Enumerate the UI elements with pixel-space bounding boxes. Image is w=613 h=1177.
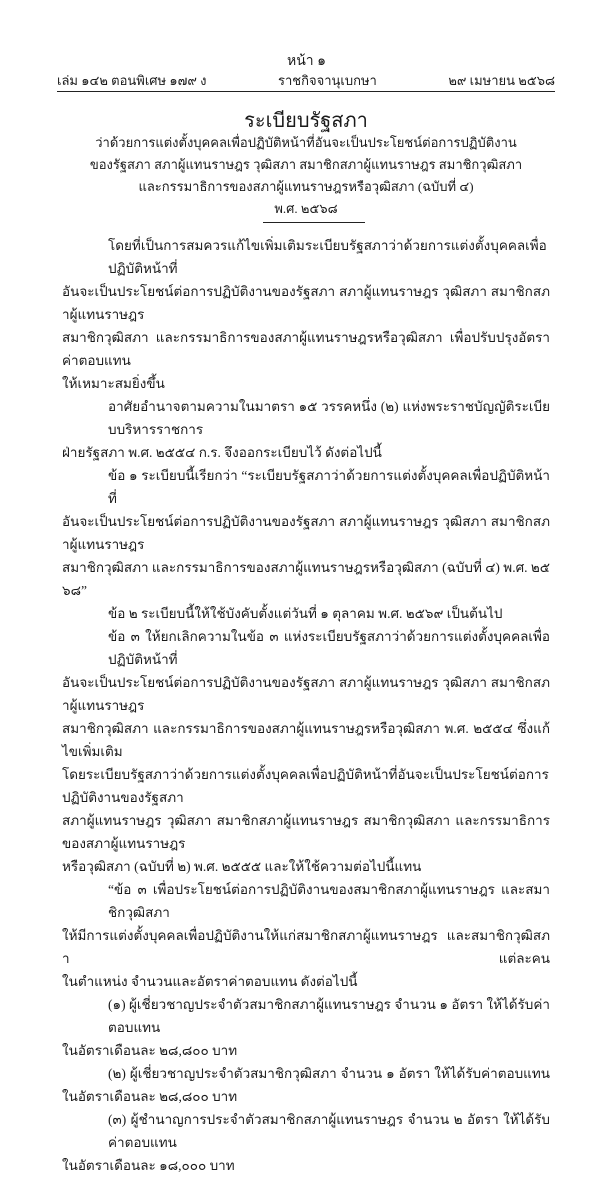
paragraph-line: สมาชิกวุฒิสภา และกรรมาธิการของสภาผู้แทนราษฎรหรือวุฒิสภา (ฉบับที่ ๔) พ.ศ. ๒๕๖๘”: [62, 560, 551, 598]
paragraph-line: ข้อ ๒ ระเบียบนี้ให้ใช้บังคับตั้งแต่วันที่ ๑ ตุลาคม พ.ศ. ๒๕๖๙ เป็นต้นไป: [108, 606, 503, 621]
paragraph-line: ข้อ ๓ ให้ยกเลิกความในข้อ ๓ แห่งระเบียบรัฐสภาว่าด้วยการแต่งตั้งบุคคลเพื่อปฏิบัติหน้าที่: [108, 629, 550, 667]
paragraph-line: หรือวุฒิสภา (ฉบับที่ ๒) พ.ศ. ๒๕๕๕ และให้ใช้ความต่อไปนี้แทน: [62, 859, 422, 874]
paragraph-line: อาศัยอำนาจตามความในมาตรา ๑๕ วรรคหนึ่ง (๒) แห่งพระราชบัญญัติระเบียบบริหารราชการ: [108, 399, 550, 437]
paragraph-line: ในอัตราเดือนละ ๒๘,๘๐๐ บาท: [62, 1089, 238, 1104]
paragraph-line: อันจะเป็นประโยชน์ต่อการปฏิบัติงานของรัฐสภา สภาผู้แทนราษฎร วุฒิสภา สมาชิกสภาผู้แทนราษฎร: [62, 284, 550, 322]
paragraph-line: อันจะเป็นประโยชน์ต่อการปฏิบัติงานของรัฐสภา สภาผู้แทนราษฎร วุฒิสภา สมาชิกสภาผู้แทนราษฎร: [62, 514, 550, 552]
paragraph-line: โดยที่เป็นการสมควรแก้ไขเพิ่มเติมระเบียบรัฐสภาว่าด้วยการแต่งตั้งบุคคลเพื่อปฏิบัติหน้าที่: [108, 238, 547, 276]
paragraph-line: สมาชิกวุฒิสภา และกรรมาธิการของสภาผู้แทนราษฎรหรือวุฒิสภา พ.ศ. ๒๕๕๔ ซึ่งแก้ไขเพิ่มเติม: [62, 721, 550, 759]
paragraph-line: ในอัตราเดือนละ ๒๘,๘๐๐ บาท: [62, 1043, 238, 1058]
paragraph-line: ให้เหมาะสมยิ่งขึ้น: [62, 376, 165, 391]
paragraph-line: (๒) ผู้เชี่ยวชาญประจำตัวสมาชิกวุฒิสภา จำนวน ๑ อัตรา ให้ได้รับค่าตอบแทน: [108, 1066, 550, 1081]
volume-issue: เล่ม ๑๔๒ ตอนพิเศษ ๑๗๙ ง: [57, 73, 207, 88]
title-divider: [263, 222, 365, 223]
header-divider: [57, 91, 555, 92]
page-number: หน้า ๑: [286, 54, 327, 69]
gazette-header: [57, 70, 555, 91]
document-body: [62, 234, 550, 1177]
paragraph-line: สมาชิกวุฒิสภา และกรรมาธิการของสภาผู้แทนราษฎรหรือวุฒิสภา เพื่อปรับปรุงอัตราค่าตอบแทน: [62, 330, 550, 368]
paragraph-line: ในตำแหน่ง จำนวนและอัตราค่าตอบแทน ดังต่อไปนี้: [62, 974, 358, 989]
subtitle-line: และกรรมาธิการของสภาผู้แทนราษฎรหรือวุฒิสภา (ฉบับที่ ๔): [138, 179, 474, 194]
subtitle-line: ว่าด้วยการแต่งตั้งบุคคลเพื่อปฏิบัติหน้าที่อันจะเป็นประโยชน์ต่อการปฏิบัติงาน: [95, 135, 517, 150]
paragraph-line: โดยระเบียบรัฐสภาว่าด้วยการแต่งตั้งบุคคลเพื่อปฏิบัติหน้าที่อันจะเป็นประโยชน์ต่อการปฏิบัติงานของรัฐสภา: [62, 767, 549, 805]
publish-date: ๒๙ เมษายน ๒๕๖๘: [448, 73, 555, 88]
paragraph-line: อันจะเป็นประโยชน์ต่อการปฏิบัติงานของรัฐสภา สภาผู้แทนราษฎร วุฒิสภา สมาชิกสภาผู้แทนราษฎร: [62, 675, 550, 713]
paragraph-line: “ข้อ ๓ เพื่อประโยชน์ต่อการปฏิบัติงานของสมาชิกสภาผู้แทนราษฎร และสมาชิกวุฒิสภา: [108, 882, 550, 920]
paragraph-line: ให้มีการแต่งตั้งบุคคลเพื่อปฏิบัติงานให้แก่สมาชิกสภาผู้แทนราษฎร และสมาชิกวุฒิสภา แต่ละคน: [62, 928, 550, 966]
document-title: ระเบียบรัฐสภา: [244, 110, 368, 132]
subtitle-year: พ.ศ. ๒๕๖๘: [274, 201, 338, 216]
subtitle-line: ของรัฐสภา สภาผู้แทนราษฎร วุฒิสภา สมาชิกสภาผู้แทนราษฎร สมาชิกวุฒิสภา: [89, 157, 523, 172]
paragraph-line: ฝ่ายรัฐสภา พ.ศ. ๒๕๕๔ ก.ร. จึงออกระเบียบไว้ ดังต่อไปนี้: [62, 445, 382, 460]
paragraph-line: (๓) ผู้ชำนาญการประจำตัวสมาชิกสภาผู้แทนราษฎร จำนวน ๒ อัตรา ให้ได้รับค่าตอบแทน: [108, 1112, 550, 1150]
paragraph-line: สภาผู้แทนราษฎร วุฒิสภา สมาชิกสภาผู้แทนราษฎร สมาชิกวุฒิสภา และกรรมาธิการของสภาผู้แทนราษฎร: [62, 813, 550, 851]
paragraph-line: (๑) ผู้เชี่ยวชาญประจำตัวสมาชิกสภาผู้แทนราษฎร จำนวน ๑ อัตรา ให้ได้รับค่าตอบแทน: [108, 997, 550, 1035]
paragraph-line: ข้อ ๑ ระเบียบนี้เรียกว่า “ระเบียบรัฐสภาว่าด้วยการแต่งตั้งบุคคลเพื่อปฏิบัติหน้าที่: [108, 468, 550, 506]
paragraph-line: ในอัตราเดือนละ ๑๘,๐๐๐ บาท: [62, 1158, 235, 1173]
gazette-name: ราชกิจจานุเบกษา: [278, 73, 377, 88]
